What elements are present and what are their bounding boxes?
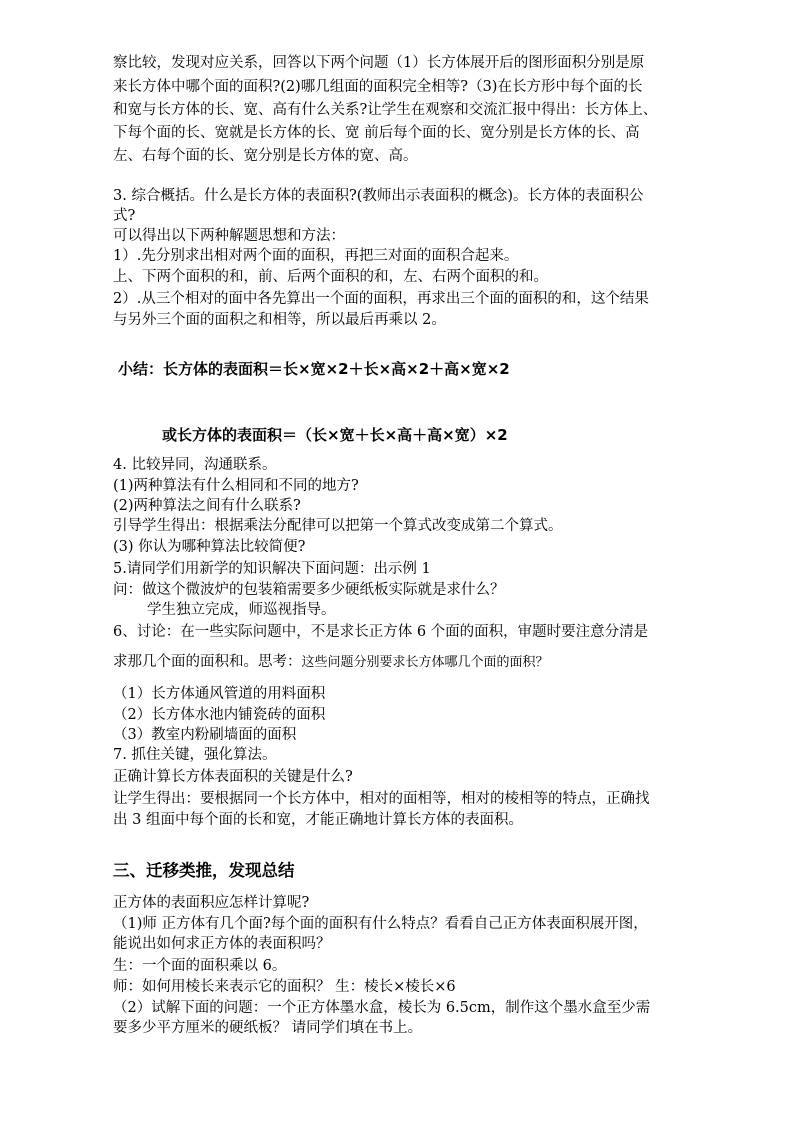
text-line: 6、讨论：在一些实际问题中，不是求长正方体 6 个面的面积，审题时要注意分清是 xyxy=(113,624,649,640)
text-line: 学生独立完成，师巡视指导。 xyxy=(147,602,336,618)
text-line: （2）试解下面的问题：一个正方体墨水盒，棱长为 6.5cm，制作这个墨水盒至少需 xyxy=(113,1000,651,1016)
text-line: （2）长方体水池内铺瓷砖的面积 xyxy=(113,707,326,723)
text-line: (1)两种算法有什么相同和不同的地方? xyxy=(113,478,359,494)
text-line: 7. 抓住关键，强化算法。 xyxy=(113,747,277,763)
text-line: 5.请同学们用新学的知识解决下面问题：出示例 1 xyxy=(113,561,431,577)
summary-formula-1: 小结：长方体的表面积＝长×宽×2＋长×高×2＋高×宽×2 xyxy=(118,360,510,378)
text-line: 让学生得出：要根据同一个长方体中，相对的面相等，相对的棱相等的特点，正确找 xyxy=(113,791,650,807)
text-line: 3. 综合概括。什么是长方体的表面积?(教师出示表面积的概念)。长方体的表面积公 xyxy=(113,188,644,204)
text-line: 正方体的表面积应怎样计算呢? xyxy=(113,895,310,911)
text-line: （1）长方体通风管道的用料面积 xyxy=(113,686,326,702)
text-line: 生：一个面的面积乘以 6。 xyxy=(113,958,287,974)
text-line: 式? xyxy=(113,208,136,224)
text-line: 问：做这个微波炉的包装箱需要多少硬纸板实际就是求什么？ xyxy=(113,582,505,598)
text-span-small: 这些问题分别要求长方体哪几个面的面积？ xyxy=(301,655,549,670)
text-line: (2)两种算法之间有什么联系? xyxy=(113,498,301,514)
text-line: 要多少平方厘米的硬纸板？ 请同学们填在书上。 xyxy=(113,1020,423,1036)
text-line: 察比较，发现对应关系，回答以下两个问题（1）长方体展开后的图形面积分别是原 xyxy=(113,55,645,71)
text-line: 与另外三个面的面积之和相等，所以最后再乘以 2。 xyxy=(113,312,446,328)
text-line: 下每个面的长、宽就是长方体的长、宽 前后每个面的长、宽分别是长方体的长、高 xyxy=(113,125,640,141)
section-heading: 三、迁移类推，发现总结 xyxy=(113,861,295,880)
text-line: 2）.从三个相对的面中各先算出一个面的面积，再求出三个面的面积的和，这个结果 xyxy=(113,291,649,307)
text-line: 师：如何用棱长来表示它的面积？ 生：棱长×棱长×6 xyxy=(113,979,456,995)
text-line: 和宽与长方体的长、宽、高有什么关系?让学生在观察和交流汇报中得出：长方体上、 xyxy=(113,102,658,118)
text-line: 出 3 组面中每个面的长和宽，才能正确地计算长方体的表面积。 xyxy=(113,812,523,828)
text-line: 左、右每个面的长、宽分别是长方体的宽、高。 xyxy=(113,148,418,164)
text-line: 正确计算长方体表面积的关键是什么? xyxy=(113,769,353,785)
text-line: 1）.先分别求出相对两个面的面积，再把三对面的面积合起来。 xyxy=(113,248,519,264)
text-line: (3) 你认为哪种算法比较简便? xyxy=(113,539,306,555)
text-line: （3）教室内粉刷墙面的面积 xyxy=(113,727,297,743)
text-line: （1)师 正方体有几个面?每个面的面积有什么特点？看看自己正方体表面积展开图， xyxy=(113,916,648,932)
text-line: 可以得出以下两种解题思想和方法： xyxy=(113,228,345,244)
text-line: 来长方体中哪个面的面积?(2)哪几组面的面积完全相等?（3)在长方形中每个面的长 xyxy=(113,79,643,95)
summary-formula-2: 或长方体的表面积＝（长×宽＋长×高＋高×宽）×2 xyxy=(162,426,508,444)
text-line: 能说出如何求正方体的表面积吗？ xyxy=(113,936,331,952)
text-line: 上、下两个面积的和，前、后两个面积的和，左、右两个面积的和。 xyxy=(113,269,548,285)
text-line: 引导学生得出：根据乘法分配律可以把第一个算式改变成第二个算式。 xyxy=(113,518,563,534)
text-line xyxy=(113,652,713,672)
text-line: 4. 比较异同，沟通联系。 xyxy=(113,457,277,473)
text-span: 求那几个面的面积和。思考： xyxy=(113,654,302,670)
